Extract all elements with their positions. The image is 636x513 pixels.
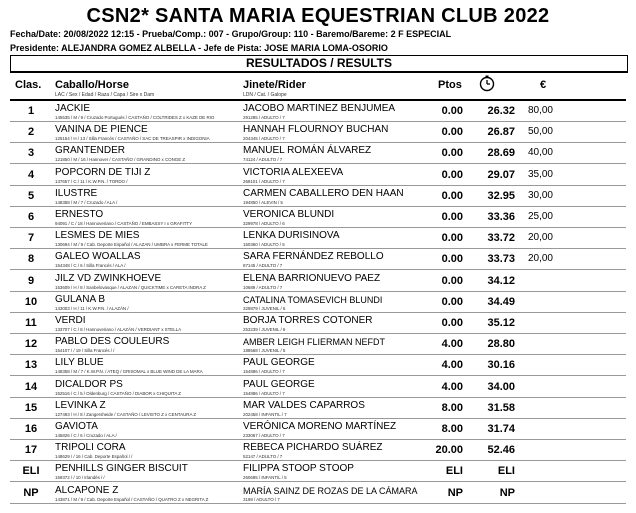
row-divider (10, 163, 626, 164)
table-row (10, 357, 626, 377)
points-cell: 0.00 (441, 147, 463, 160)
points-cell: 0.00 (441, 105, 463, 117)
points-cell: 8.00 (441, 423, 463, 435)
header-horse: Caballo/Horse (55, 79, 129, 91)
horse-name: DICALDOR PS (55, 378, 123, 390)
time-cell: 26.32 (487, 105, 515, 117)
points-cell: 0.00 (441, 126, 463, 139)
rider-name: MAR VALDES CAPARROS (243, 399, 365, 411)
rank-cell: NP (23, 486, 39, 499)
horse-details: 130694 / M / 9 / Cab. Deporte Español / ALAZAN / UMBRA x FERME TOTALE (55, 242, 208, 248)
prize-cell: 20,00 (527, 232, 553, 244)
time-cell: 32.95 (487, 189, 515, 202)
horse-details: 94091 / C / 18 / Hannoveriano / CASTAÑO / EMBASSY I x GRAFITTY (55, 221, 193, 226)
row-divider (10, 439, 626, 440)
horse-details: 133707 / C / 8 / Hannoveriano / ALAZÁN / VERDIANT x STELLA (55, 327, 182, 332)
table-row (10, 103, 626, 123)
row-divider (10, 397, 626, 398)
prize-cell: 50,00 (527, 126, 553, 138)
time-cell: NP (499, 486, 515, 499)
header-horse-sub: LAC / Sex / Edad / Raza / Capa / Sire x Dam (55, 92, 155, 98)
rank-cell: 12 (24, 338, 38, 351)
results-label: RESULTADOS / RESULTS (245, 56, 392, 70)
rider-name: BORJA TORRES COTONER (243, 315, 373, 326)
rider-details: 233067 / ADULTO / 7 (243, 433, 285, 438)
horse-details: 148629 / / 16 / Cab. Deporte Español / / (55, 454, 133, 460)
table-row (10, 379, 626, 399)
horse-name: GULANA B (55, 293, 106, 305)
row-divider (10, 375, 626, 376)
table-row (10, 273, 626, 293)
row-divider (10, 206, 626, 207)
row-divider (10, 460, 626, 461)
points-cell: 20.00 (435, 444, 463, 457)
rider-details: 194850 / ALEVIN / 5 (243, 199, 283, 205)
rider-details: 52147 / ADULTO / 7 (243, 454, 283, 460)
time-cell: 34.00 (487, 380, 515, 393)
competition-info: Fecha/Date: 20/08/2022 12:15 - Prueba/Comp.: 007 - Grupo/Group: 110 - Baremo/Bareme: 2 F ESPECIAL (10, 29, 452, 39)
row-divider (10, 291, 626, 292)
prize-cell: 25,00 (527, 211, 553, 222)
rider-name: FILIPPA STOOP STOOP (243, 463, 354, 475)
rank-cell: 9 (27, 274, 35, 287)
horse-name: LEVINKA Z (55, 399, 106, 411)
points-cell: 4.00 (441, 359, 463, 372)
header-prize: € (540, 79, 547, 91)
rider-details: 154886 / ADULTO / 7 (243, 390, 285, 396)
horse-details: 145826 / C / 6 / Cruzado / ALA / (55, 433, 117, 438)
rank-cell: 5 (27, 189, 35, 202)
rider-name: HANNAH FLOURNOY BUCHAN (243, 124, 389, 136)
rider-name: CATALINA TOMASEVICH BLUNDI (243, 294, 383, 305)
table-row (10, 485, 626, 505)
points-cell: 4.00 (441, 380, 463, 393)
rider-details: 74124 / ADULTO / 7 (243, 157, 283, 163)
time-cell: 31.74 (487, 423, 515, 435)
header-clas: Clas. (15, 79, 42, 91)
rider-name: ELENA BARRIONUEVO PAEZ (243, 272, 381, 284)
horse-name: GAVIOTA (55, 421, 98, 432)
time-cell: 28.80 (487, 338, 515, 351)
prize-cell: 30,00 (527, 189, 553, 201)
officials-info: Presidente: ALEJANDRA GOMEZ ALBELLA - Jefe de Pista: JOSE MARIA LOMA-OSORIO (10, 43, 388, 53)
horse-details: 154107 / / 19 / Silla Francés / / (55, 348, 115, 354)
time-cell: 34.12 (487, 274, 515, 287)
horse-details: 148358 / M / 7 / Cruzado / ALA / (55, 199, 118, 205)
horse-name: PABLO DES COULEURS (55, 336, 170, 348)
rider-name: AMBER LEIGH FLIERMAN NEFDT (243, 337, 386, 348)
table-row (10, 294, 626, 314)
horse-name: VANINA DE PIENCE (55, 124, 148, 136)
rider-details: 3198 / ADULTO / 7 (243, 496, 280, 502)
rank-cell: 4 (27, 168, 35, 181)
rider-details: 154886 / ADULTO / 7 (243, 369, 285, 375)
rank-cell: 17 (24, 444, 38, 457)
horse-name: GALEO WOALLAS (55, 251, 141, 263)
horse-details: 125154 / H / 13 / Silla Francés / CASTAÑO / SAC DE TREASPIR x INDIGONIA (55, 136, 210, 142)
rider-details: 87145 / ADULTO / 7 (243, 263, 283, 269)
row-divider (10, 312, 626, 313)
horse-details: 153609 / H / 8 / Sanbelovasque / ALAZAN / QUICKTIME x CARETA INDRA Z (55, 284, 206, 290)
stopwatch-icon (478, 74, 496, 95)
time-cell: 26.87 (487, 126, 515, 139)
rank-cell: 15 (24, 401, 38, 414)
horse-details: 154348 / C / 6 / Silla Francés / ALA / (55, 263, 126, 269)
prize-cell: 35,00 (527, 168, 553, 180)
time-cell: 31.58 (487, 401, 515, 414)
rider-name: CARMEN CABALLERO DEN HAAN (243, 187, 404, 199)
table-row (10, 167, 626, 187)
rank-cell: ELI (22, 465, 40, 478)
rider-name: PAUL GEORGE (243, 357, 315, 369)
time-cell: 30.16 (487, 359, 515, 372)
header-divider (10, 99, 626, 101)
rider-name: VICTORIA ALEXEEVA (243, 166, 344, 178)
horse-name: LESMES DE MIES (55, 230, 140, 242)
rider-details: 329978 / ADULTO / 6 (243, 221, 285, 226)
rider-details: 291285 / ADULTO / 7 (243, 115, 285, 120)
rider-name: JACOBO MARTINEZ BENJUMEA (243, 103, 396, 114)
points-cell: 0.00 (441, 211, 463, 223)
table-row (10, 421, 626, 441)
points-cell: ELI (445, 465, 463, 478)
horse-details: 145535 / M / 9 / Cruzado Portugués / CASTAÑO / COLTRIDES Z x KAZE DE RIO (55, 115, 215, 120)
horse-details: 137657 / C / 11 / K.W.P.N. / TORDO / (55, 178, 128, 184)
rider-details: 329879 / JUVENIL / 6 (243, 305, 286, 311)
rider-name: REBECA PICHARDO SUÁREZ (243, 442, 383, 454)
table-row (10, 336, 626, 356)
horse-name: JACKIE (55, 103, 91, 114)
rider-name: PAUL GEORGE (243, 378, 315, 390)
time-cell: 35.12 (487, 317, 515, 329)
horse-details: 143871 / M / 9 / Cab. Deporte Español / CASTAÑO / QUATRO Z x NEGRITA Z (55, 496, 209, 502)
header-rider-sub: LDN / Cat. / Galope (243, 92, 287, 98)
points-cell: 4.00 (441, 338, 463, 351)
rider-name: MARÍA SAINZ DE ROZAS DE LA CÁMARA (243, 485, 418, 496)
table-row (10, 145, 626, 165)
rank-cell: 11 (25, 317, 37, 329)
horse-name: ERNESTO (55, 209, 104, 220)
horse-details: 152516 / C / 5 / Oldenburg / CASTAÑO / DIABOR x CHIQUITA Z (55, 390, 181, 396)
row-divider (10, 354, 626, 355)
rank-cell: 6 (27, 211, 35, 223)
horse-details: 127493 / H / 8 / Zangersheide / CASTAÑO / LEVISTO Z x CENTAURA Z (55, 411, 197, 417)
horse-name: PENHILLS GINGER BISCUIT (55, 463, 188, 475)
rider-details: 150360 / ADULTO / 5 (243, 242, 285, 248)
table-row (10, 442, 626, 462)
rank-cell: 13 (24, 359, 38, 372)
row-divider (10, 121, 626, 122)
header-rider: Jinete/Rider (243, 79, 306, 91)
rider-details: 260695 / INFANTIL / 5 (243, 475, 287, 481)
time-cell: 34.49 (487, 295, 515, 308)
prize-cell: 80,00 (527, 105, 553, 116)
rider-details: 10689 / ADULTO / 7 (243, 284, 283, 290)
row-divider (10, 248, 626, 249)
time-cell: 52.46 (487, 444, 515, 457)
row-divider (10, 503, 626, 504)
row-divider (10, 481, 626, 482)
rider-details: 204345 / ADULTO / 7 (243, 136, 285, 142)
horse-name: ILUSTRE (55, 187, 98, 199)
rank-cell: 3 (27, 147, 35, 160)
horse-name: ALCAPONE Z (55, 484, 119, 496)
rider-details: 202458 / INFANTIL / 7 (243, 411, 287, 417)
rank-cell: 16 (24, 423, 38, 435)
row-divider (10, 142, 626, 143)
rank-cell: 10 (24, 295, 38, 308)
points-cell: 0.00 (441, 295, 463, 308)
table-row (10, 463, 626, 483)
points-cell: 0.00 (441, 189, 463, 202)
horse-details: 148358 / M / 7 / K.W.P.N. / ATEQ / GRISOMAL x BLUE WIND DE LA MARA (55, 369, 203, 375)
rider-name: VERONICA BLUNDI (243, 209, 335, 220)
table-row (10, 400, 626, 420)
time-cell: 33.72 (487, 232, 515, 245)
horse-details: 143003 / H / 11 / K.W.P.N. / ALAZÁN / (55, 305, 129, 311)
rider-details: 188568 / JUVENIL / 5 (243, 348, 286, 354)
row-divider (10, 185, 626, 186)
rider-name: LENKA DURISINOVA (243, 230, 340, 242)
rank-cell: 8 (27, 253, 35, 266)
time-cell: 29.07 (487, 168, 515, 181)
horse-details: 159372 / / 10 / Irlandés / / (55, 475, 105, 481)
row-divider (10, 333, 626, 334)
page-title: CSN2* SANTA MARIA EQUESTRIAN CLUB 2022 (86, 5, 550, 27)
time-cell: ELI (497, 465, 515, 478)
points-cell: 0.00 (441, 317, 463, 329)
horse-name: GRANTENDER (55, 145, 126, 157)
rider-details: 253239 / JUVENIL / 6 (243, 327, 286, 332)
points-cell: 0.00 (441, 232, 463, 245)
points-cell: 0.00 (441, 274, 463, 287)
header-ptos: Ptos (438, 79, 462, 91)
horse-details: 121850 / M / 16 / Hannover / CASTAÑO / GRANDINO x CONGE Z (55, 157, 186, 163)
rank-cell: 7 (27, 232, 35, 245)
time-cell: 33.36 (487, 211, 515, 223)
rank-cell: 1 (27, 105, 35, 117)
row-divider (10, 227, 626, 228)
time-cell: 28.69 (487, 147, 515, 160)
table-row (10, 230, 626, 250)
horse-name: VERDI (55, 315, 86, 326)
table-row (10, 124, 626, 144)
row-divider (10, 269, 626, 270)
table-row (10, 188, 626, 208)
rank-cell: 14 (24, 380, 38, 393)
rider-details: 269101 / ADULTO / 7 (243, 178, 285, 184)
rider-name: MANUEL ROMÁN ÁLVAREZ (243, 145, 372, 157)
table-row (10, 315, 626, 335)
rank-cell: 2 (27, 126, 35, 139)
points-cell: 0.00 (441, 253, 463, 266)
results-banner (10, 55, 628, 73)
points-cell: 8.00 (441, 401, 463, 414)
row-divider (10, 418, 626, 419)
horse-name: TRIPOLI CORA (55, 442, 126, 454)
horse-name: LILY BLUE (55, 357, 104, 369)
prize-cell: 20,00 (527, 253, 553, 265)
points-cell: NP (447, 486, 463, 499)
horse-name: POPCORN DE TIJI Z (55, 166, 151, 178)
table-row (10, 251, 626, 271)
time-cell: 33.73 (487, 253, 515, 266)
horse-name: JILZ VD ZWINKHOEVE (55, 272, 162, 284)
table-row (10, 209, 626, 229)
rider-name: SARA FERNÁNDEZ REBOLLO (243, 251, 384, 263)
prize-cell: 40,00 (527, 147, 553, 159)
rider-name: VERÓNICA MORENO MARTÍNEZ (243, 421, 397, 432)
points-cell: 0.00 (441, 168, 463, 181)
